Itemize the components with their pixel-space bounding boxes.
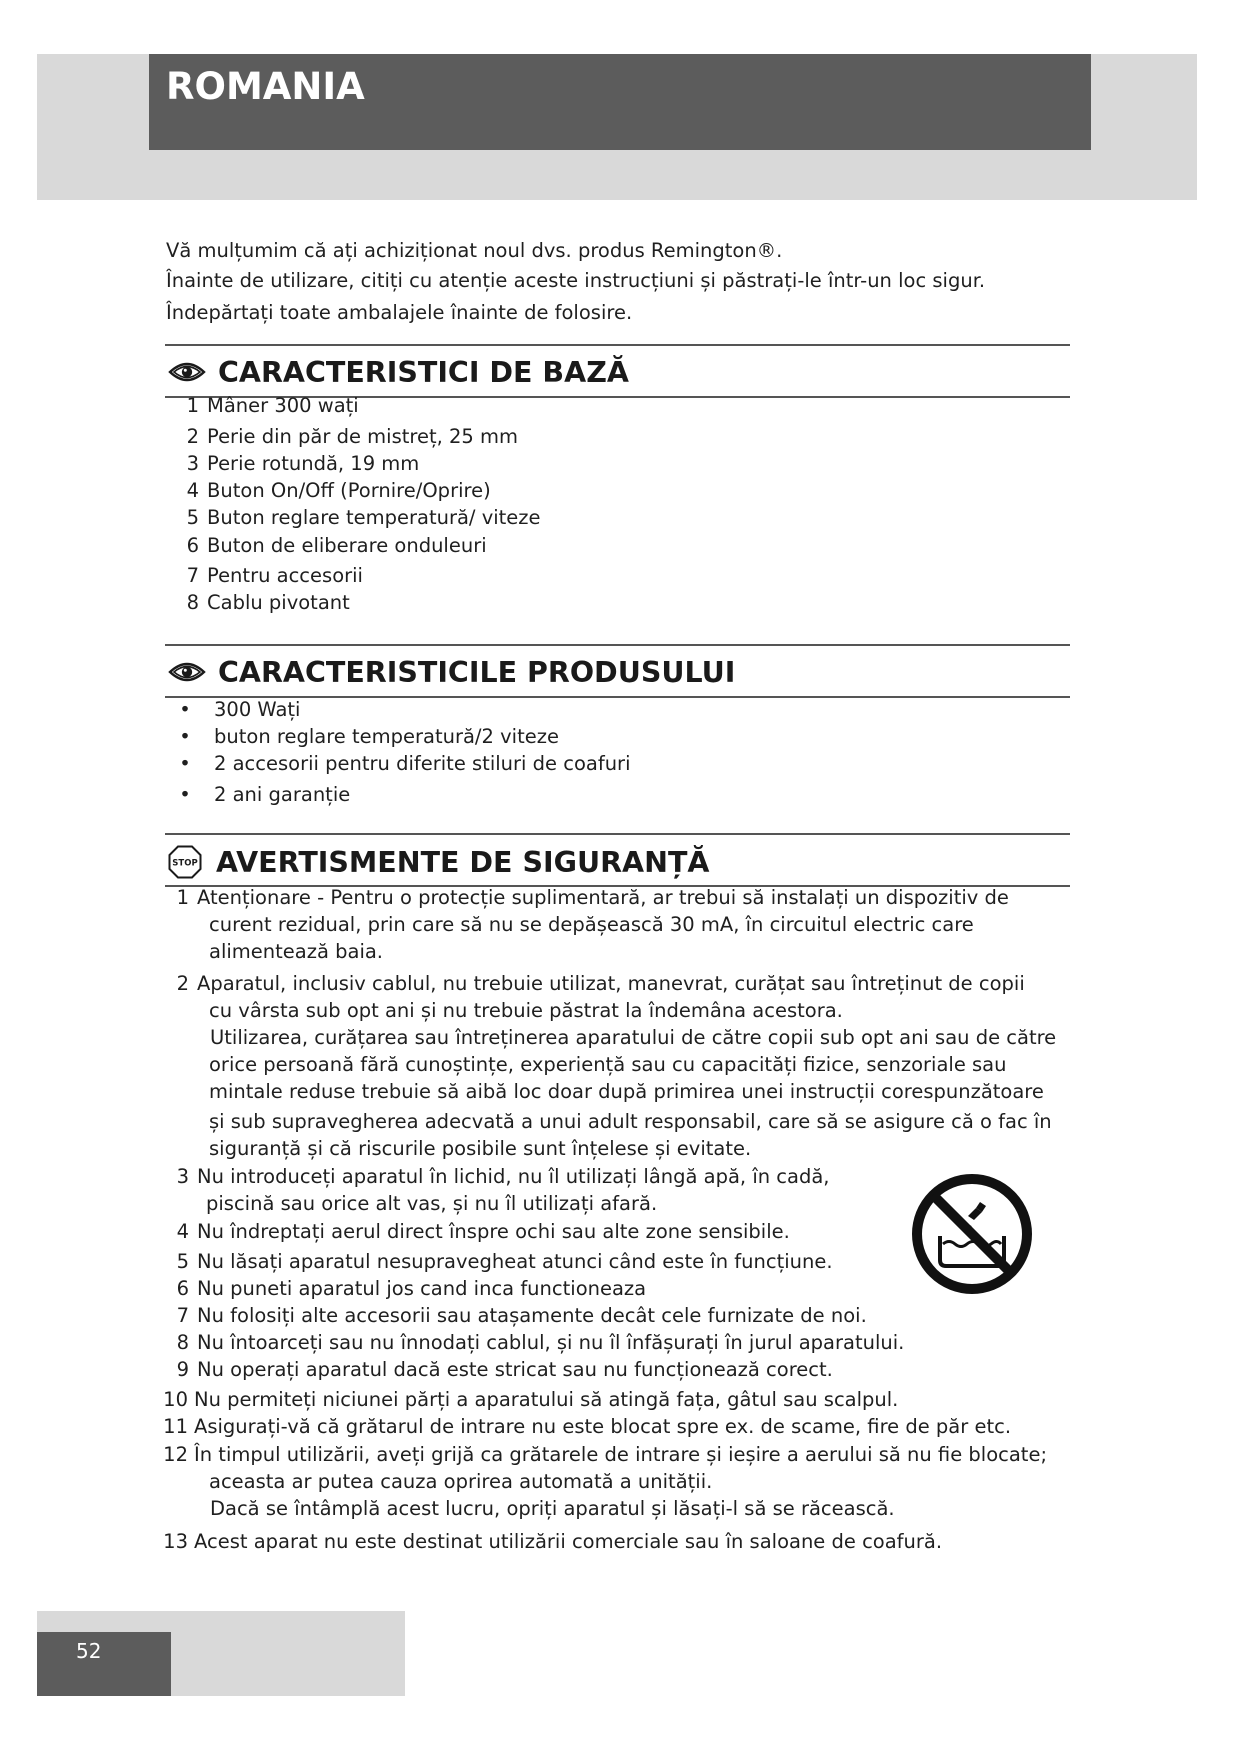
item-text: Perie rotundă, 19 mm (207, 452, 420, 475)
list-item (178, 725, 559, 748)
item-line: Nu puneti aparatul jos cand inca functioneaza (197, 1277, 647, 1300)
item-line: Nu introduceți aparatul în lichid, nu îl utilizați lângă apă, în cadă, (197, 1165, 830, 1188)
no-water-icon (910, 1172, 1034, 1296)
list-item (165, 884, 1085, 965)
item-line: și sub supravegherea adecvată a unui adult responsabil, care să se asigure că o fac în (209, 1110, 1052, 1133)
intro-line: Înainte de utilizare, citiți cu atenție aceste instrucțiuni și păstrați-le într-un loc sigur. (166, 269, 986, 292)
item-number: 4 (176, 1220, 189, 1243)
item-number: 6 (176, 1277, 189, 1300)
item-line: orice persoană fără cunoștințe, experiență sau cu capacități fizice, senzoriale sau (209, 1053, 1007, 1076)
list-item (162, 1441, 1082, 1522)
item-line: Utilizarea, curățarea sau întreținerea aparatului de către copii sub opt ani sau de către (210, 1026, 1057, 1049)
item-text: 2 ani garanție (214, 783, 351, 806)
section-rule (165, 644, 1070, 646)
footer-page-band (37, 1632, 171, 1696)
list-item (175, 564, 363, 587)
bullet: • (179, 752, 191, 775)
bullet: • (179, 698, 191, 721)
item-line: aceasta ar putea cauza oprirea automată a unității. (209, 1470, 713, 1493)
section-heading-text: CARACTERISTICILE PRODUSULUI (218, 655, 736, 689)
item-line: siguranță și că riscurile posibile sunt înțelese și evitate. (209, 1137, 752, 1160)
item-number: 11 (163, 1415, 188, 1438)
item-line: Aparatul, inclusiv cablul, nu trebuie utilizat, manevrat, curățat sau întreținut de copii (197, 972, 1025, 995)
eye-icon (168, 358, 206, 386)
list-item (175, 534, 487, 557)
bullet: • (179, 783, 191, 806)
item-line: Asigurați-vă că grătarul de intrare nu este blocat spre ex. de scame, fire de păr etc. (194, 1415, 1012, 1438)
item-line: Nu lăsați aparatul nesupravegheat atunci când este în funcțiune. (197, 1250, 833, 1273)
bullet: • (179, 725, 191, 748)
list-item (175, 452, 419, 475)
item-text: Cablu pivotant (207, 591, 350, 614)
list-item (178, 752, 631, 775)
item-text: Buton reglare temperatură/ viteze (207, 506, 541, 529)
item-number: 5 (176, 1250, 189, 1273)
item-line: alimentează baia. (209, 940, 384, 963)
item-line: Atenționare - Pentru o protecție suplimentară, ar trebui să instalați un dispozitiv de (197, 886, 1009, 909)
list-item (175, 394, 359, 417)
item-number: 10 (163, 1388, 188, 1411)
eye-icon (168, 658, 206, 686)
item-line: Nu operați aparatul dacă este stricat sau nu funcționează corect. (197, 1358, 833, 1381)
list-item (165, 1329, 1085, 1356)
item-number: 6 (186, 534, 199, 557)
list-item (175, 425, 518, 448)
intro-line: Îndepărtați toate ambalajele înainte de folosire. (166, 301, 633, 324)
list-item (165, 1356, 1085, 1383)
section-heading-safety (168, 838, 709, 886)
item-number: 13 (163, 1530, 188, 1553)
item-number: 1 (176, 886, 189, 909)
item-number: 8 (176, 1331, 189, 1354)
item-text: Buton On/Off (Pornire/Oprire) (207, 479, 491, 502)
list-item (162, 1386, 1082, 1413)
item-line: Nu permiteți niciunei părți a aparatului să atingă fața, gâtul sau scalpul. (194, 1388, 899, 1411)
item-text: Perie din păr de mistreț, 25 mm (207, 425, 519, 448)
list-item (178, 698, 300, 721)
item-line: În timpul utilizării, aveți grijă ca grătarele de intrare și ieșire a aerului să nu fie blocate; (194, 1443, 1048, 1466)
item-number: 5 (186, 506, 199, 529)
section-rule (165, 833, 1070, 835)
section-rule (165, 696, 1070, 698)
list-item (162, 1528, 1082, 1555)
item-line: Nu folosiți alte accesorii sau atașamente decât cele furnizate de noi. (197, 1304, 867, 1327)
list-item (175, 506, 541, 529)
page-title: ROMANIA (166, 65, 365, 108)
item-text: Mâner 300 wați (207, 394, 359, 417)
stop-icon-label: STOP (172, 858, 198, 869)
item-line: Nu întoarceți sau nu înnodați cablul, și nu îl înfășurați în jurul aparatului. (197, 1331, 905, 1354)
item-line: cu vârsta sub opt ani și nu trebuie păstrat la îndemâna acestora. (209, 999, 843, 1022)
section-heading-features (168, 348, 629, 396)
item-text: buton reglare temperatură/2 viteze (214, 725, 559, 748)
item-line: piscină sau orice alt vas, și nu îl utilizați afară. (206, 1192, 658, 1215)
item-text: 300 Wați (214, 698, 301, 721)
list-item (178, 783, 350, 806)
item-line: curent rezidual, prin care să nu se depășească 30 mA, în circuitul electric care (209, 913, 974, 936)
intro-line: Vă mulțumim că ați achiziționat noul dvs. produs Remington®. (166, 239, 783, 262)
item-line: mintale reduse trebuie să aibă loc doar după primirea unei instrucții corespunzătoare (209, 1080, 1044, 1103)
item-number: 7 (186, 564, 199, 587)
list-item (175, 591, 350, 614)
section-heading-text: CARACTERISTICI DE BAZĂ (218, 355, 629, 389)
stop-icon (168, 845, 202, 879)
item-number: 3 (186, 452, 199, 475)
item-text: Buton de eliberare onduleuri (207, 534, 487, 557)
list-item (165, 970, 1085, 1162)
item-number: 12 (163, 1443, 188, 1466)
item-number: 4 (186, 479, 199, 502)
item-number: 3 (176, 1165, 189, 1188)
item-number: 8 (186, 591, 199, 614)
item-text: 2 accesorii pentru diferite stiluri de coafuri (214, 752, 631, 775)
section-heading-text: AVERTISMENTE DE SIGURANȚĂ (216, 845, 710, 879)
item-text: Pentru accesorii (207, 564, 363, 587)
item-line: Nu îndreptați aerul direct înspre ochi sau alte zone sensibile. (197, 1220, 790, 1243)
item-number: 7 (176, 1304, 189, 1327)
list-item (162, 1413, 1082, 1440)
item-number: 1 (186, 394, 199, 417)
list-item (165, 1302, 1085, 1329)
list-item (175, 479, 491, 502)
item-number: 9 (176, 1358, 189, 1381)
item-number: 2 (186, 425, 199, 448)
item-number: 2 (176, 972, 189, 995)
page-number: 52 (76, 1639, 102, 1663)
section-rule (165, 344, 1070, 346)
item-line: Acest aparat nu este destinat utilizării comerciale sau în saloane de coafură. (194, 1530, 943, 1553)
item-line: Dacă se întâmplă acest lucru, opriți aparatul și lăsați-l să se răcească. (210, 1497, 895, 1520)
intro-text (166, 236, 1086, 328)
section-heading-product (168, 648, 735, 696)
